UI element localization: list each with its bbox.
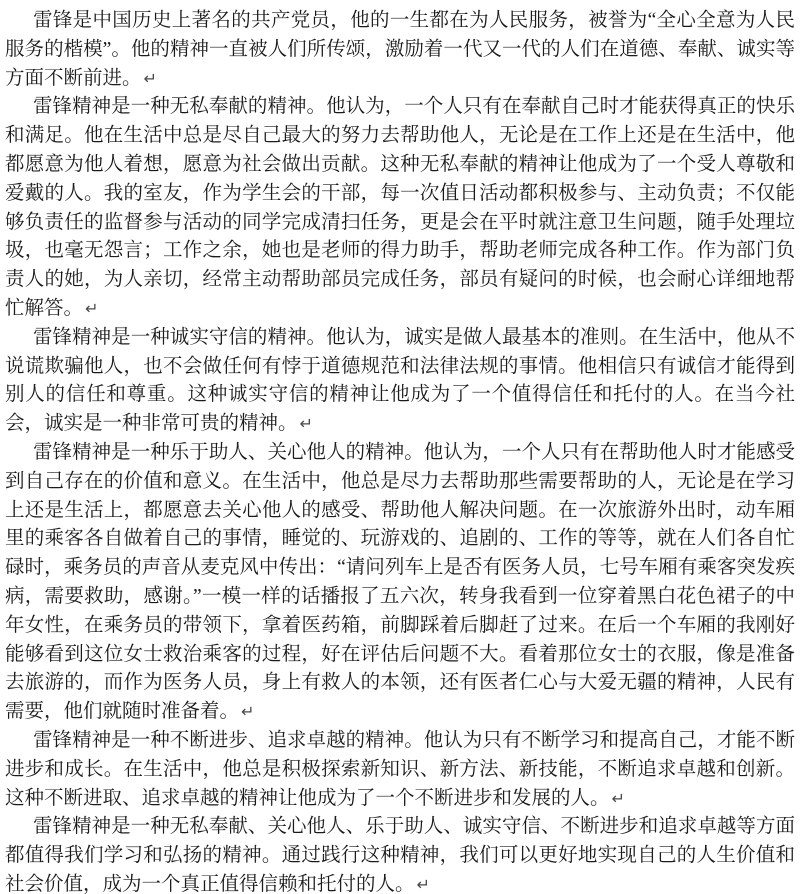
paragraph-mark: ↵ bbox=[143, 68, 157, 88]
paragraph-text: 雷锋精神是一种无私奉献、关心他人、乐于助人、诚实守信、不断进步和追求卓越等方面都值得我们学习和弘扬的精神。通过践行这种精神，我们可以更好地实现自己的人生价值和社会价值，成为一个真正值得信赖和托付的人。 bbox=[5, 816, 795, 894]
paragraph-mark: ↵ bbox=[241, 702, 255, 722]
paragraph bbox=[5, 7, 795, 93]
paragraph bbox=[5, 439, 795, 727]
paragraph-text: 雷锋是中国历史上著名的共产党员，他的一生都在为人民服务，被誉为“全心全意为人民服务的楷模”。他的精神一直被人们所传颂，激励着一代又一代的人们在道德、奉献、诚实等方面不断前进。 bbox=[5, 10, 795, 89]
document-text-area[interactable] bbox=[5, 7, 795, 894]
paragraph bbox=[5, 324, 795, 439]
paragraph bbox=[5, 813, 795, 894]
paragraph bbox=[5, 727, 795, 813]
paragraph-mark: ↵ bbox=[85, 298, 99, 318]
paragraph-text: 雷锋精神是一种不断进步、追求卓越的精神。他认为只有不断学习和提高自己，才能不断进步和成长。在生活中，他总是积极探索新知识、新方法、新技能，不断追求卓越和创新。这种不断进取、追求卓越的精神让他成为了一个不断进步和发展的人。 bbox=[5, 729, 795, 809]
paragraph-text: 雷锋精神是一种乐于助人、关心他人的精神。他认为，一个人只有在帮助他人时才能感受到自己存在的价值和意义。在生活中，他总是尽力去帮助那些需要帮助的人，无论是在学习上还是生活上，都愿意去关心他人的感受、帮助他人解决问题。在一次旅游外出时，动车厢里的乘客各自做着自己的事情，睡觉的、玩游戏的、追剧的、工作的等等，就在人们各自忙碌时，乘务员的声音从麦克风中传出：“请问列车上是否有医务人员，七号车厢有乘客突发疾病，需要救助，感谢。”一模一样的话播报了五六次，转身我看到一位穿着黑白花色裙子的中年女性，在乘务员的带领下，拿着医药箱，前脚踩着后脚赶了过来。在后一个车厢的我刚好能够看到这位女士救治乘客的过程，好在评估后问题不大。看着那位女士的衣服，像是准备去旅游的，而作为医务人员，身上有救人的本领，还有医者仁心与大爱无疆的精神，人民有需要，他们就随时准备着。 bbox=[5, 441, 795, 723]
paragraph-mark: ↵ bbox=[299, 414, 313, 434]
paragraph bbox=[5, 93, 795, 323]
paragraph-text: 雷锋精神是一种诚实守信的精神。他认为，诚实是做人最基本的准则。在生活中，他从不说谎欺骗他人，也不会做任何有悖于道德规范和法律法规的事情。他相信只有诚信才能得到别人的信任和尊重。这种诚实守信的精神让他成为了一个值得信任和托付的人。在当今社会，诚实是一种非常可贵的精神。 bbox=[5, 326, 795, 435]
paragraph-mark: ↵ bbox=[611, 788, 625, 808]
paragraph-text: 雷锋精神是一种无私奉献的精神。他认为，一个人只有在奉献自己时才能获得真正的快乐和满足。他在生活中总是尽自己最大的努力去帮助他人，无论是在工作上还是在生活中，他都愿意为他人着想，愿意为社会做出贡献。这种无私奉献的精神让他成为了一个受人尊敬和爱戴的人。我的室友，作为学生会的干部，每一次值日活动都积极参与、主动负责；不仅能够负责任的监督参与活动的同学完成清扫任务，更是会在平时就注意卫生问题，随手处理垃圾，也毫无怨言；工作之余，她也是老师的得力助手，帮助老师完成各种工作。作为部门负责人的她，为人亲切，经常主动帮助部员完成任务，部员有疑问的时候，也会耐心详细地帮忙解答。 bbox=[5, 96, 795, 319]
paragraph-mark: ↵ bbox=[416, 874, 430, 894]
